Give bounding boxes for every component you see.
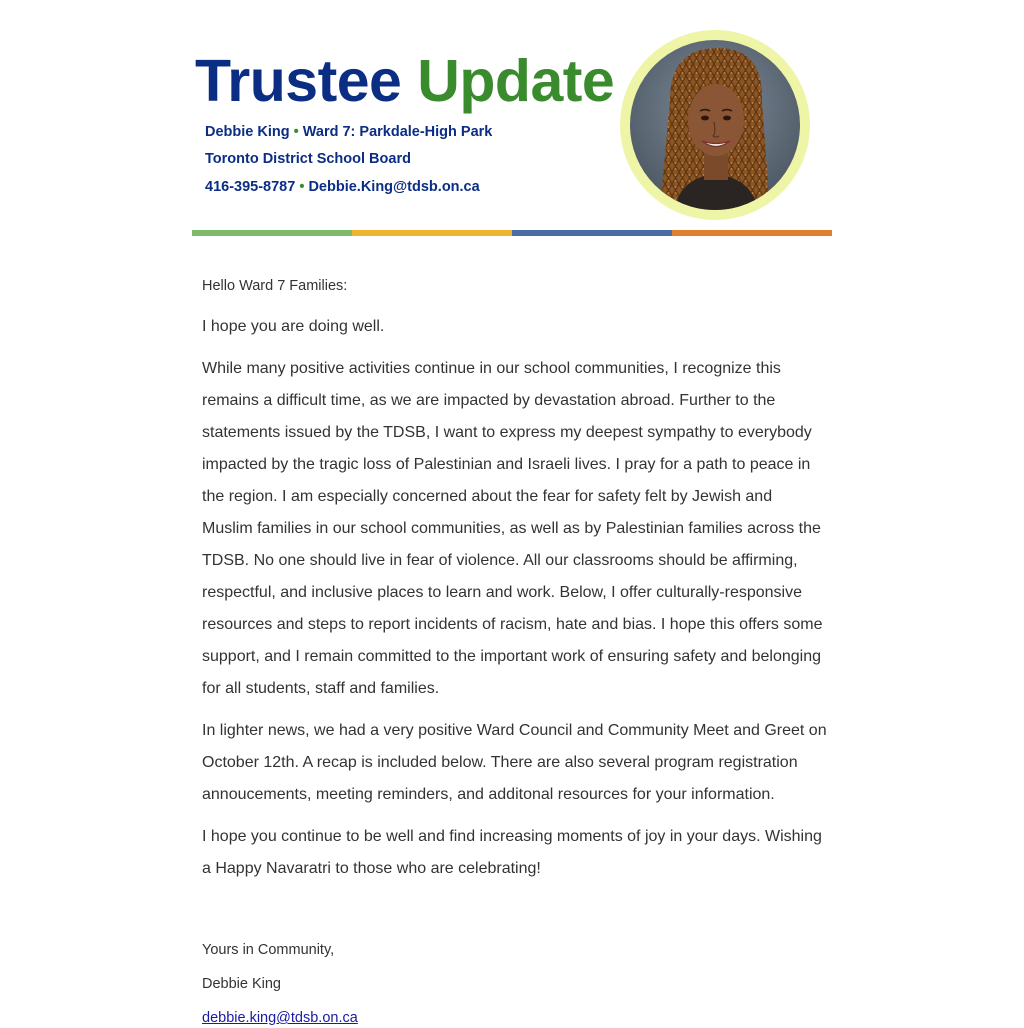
stripe-segment-orange (672, 230, 832, 236)
trustee-photo (630, 40, 800, 210)
portrait-illustration (630, 40, 800, 210)
closing-line: Yours in Community, (202, 942, 335, 958)
ward-name: Ward 7: Parkdale-High Park (302, 124, 493, 140)
paragraph-2: While many positive activities continue in our school communities, I recognize this remains a difficult time, as we are impacted by devastation abroad. Further to the statements issued by the TDSB, I want to express my deepest sympathy to everybody impacted by the tragic loss of Palestinian and Israeli lives. I pray for a path to peace in the region. I am especially concerned about the fear for safety felt by Jewish and Muslim families in our school communities, as well as by Palestinian families across the TDSB. No one should live in fear of violence. All our classrooms should be affirming, respectful, and inclusive places to learn and work. Below, I offer culturally-responsive resources and steps to report incidents of racism, hate and bias. I hope this offers some support, and I remain committed to the important work of ensuring safety and belonging for all students, staff and families. (202, 360, 823, 697)
header-email: Debbie.King@tdsb.on.ca (308, 179, 480, 195)
title-word-trustee: Trustee (195, 48, 402, 114)
stripe-segment-blue (512, 230, 672, 236)
trustee-photo-frame (620, 30, 810, 220)
separator-dot: • (299, 179, 305, 195)
newsletter-sheet (192, 0, 832, 1024)
paragraph-3: In lighter news, we had a very positive Ward Council and Community Meet and Greet on October 12th. A recap is included below. There are also several program registration annoucements, meeting reminders, and additonal resources for your information. (202, 722, 827, 803)
trustee-name: Debbie King (205, 124, 290, 140)
email-link[interactable]: debbie.king@tdsb.on.ca (202, 1010, 358, 1026)
stripe-segment-green (192, 230, 352, 236)
contact-line (205, 178, 480, 196)
title-word-update: Update (417, 48, 615, 114)
school-board-name: Toronto District School Board (205, 151, 411, 167)
paragraph-4: I hope you continue to be well and find increasing moments of joy in your days. Wishing a Happy Navaratri to those who are celebrating! (202, 828, 822, 877)
greeting: Hello Ward 7 Families: (202, 278, 348, 294)
phone-number: 416-395-8787 (205, 179, 296, 195)
school-board-line (205, 150, 411, 168)
newsletter-title (195, 46, 614, 116)
signature-name: Debbie King (202, 976, 281, 992)
color-stripe-divider (192, 230, 832, 236)
paragraph-1: I hope you are doing well. (202, 318, 385, 335)
separator-dot: • (293, 124, 299, 140)
stripe-segment-yellow (352, 230, 512, 236)
trustee-name-ward-line (205, 123, 492, 141)
